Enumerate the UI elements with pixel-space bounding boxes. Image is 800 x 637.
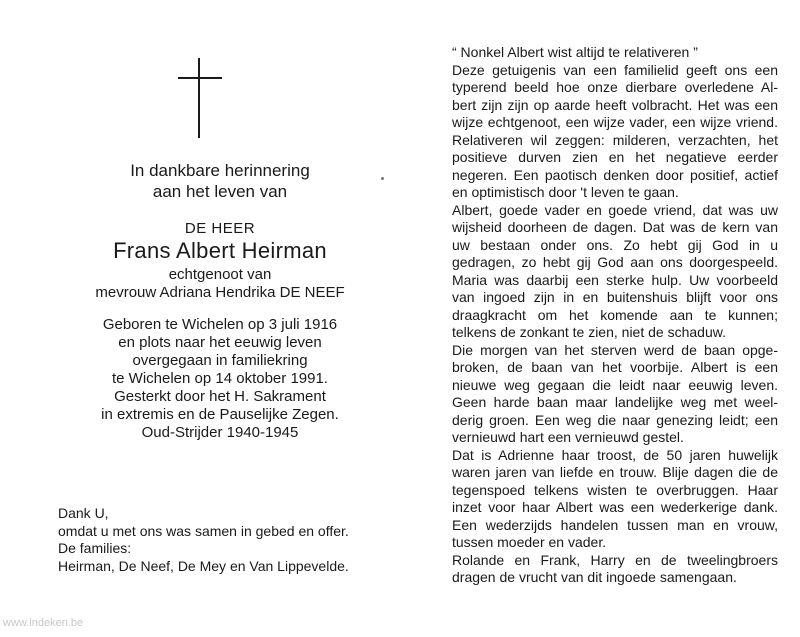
watermark: www.indeken.be <box>3 617 84 629</box>
text-line: wijze echtgenoot, een wijze vader, een wijze vriend. <box>452 114 778 130</box>
detail-line: Oud-Strijder 1940-1945 <box>141 424 299 441</box>
text-line: typerend beeld hoe onze dierbare overledene Al- <box>452 79 778 95</box>
text-line: nieuwe weg gegaan die leidt naar eeuwig leven. <box>452 376 778 393</box>
text-line: “ Nonkel Albert wist altijd te relativeren ” <box>452 44 698 60</box>
text-line: waren jaren van liefde en trouw. Blije dagen die de <box>452 464 778 480</box>
text-line: Relativeren wil zeggen: milderen, verzachten, het <box>452 131 778 148</box>
detail-line: en plots naar het eeuwig leven <box>118 334 322 351</box>
text-line: Geen harde baan maar landelijke weg met weel- <box>452 394 778 410</box>
honorific: DE HEER <box>184 220 256 237</box>
thanks-line: Heirman, De Neef, De Mey en Van Lippevelde. <box>58 557 349 574</box>
deceased-name: Frans Albert Heirman <box>113 238 327 263</box>
detail-line: Geboren te Wichelen op 3 juli 1916 <box>102 316 338 333</box>
text-line: broken, de baan van het voorbije. Albert is een <box>452 359 778 375</box>
thanks-line: Dank U, <box>58 505 109 521</box>
text-line: tussen moeder en vader. <box>452 534 607 550</box>
text-line: Die morgen van het sterven werd de baan opge- <box>452 341 778 358</box>
detail-line: overgegaan in familiekring <box>132 352 308 369</box>
dedication <box>60 160 380 202</box>
text-line: Een wederzijds handelen tussen man en vrouw, <box>452 516 778 533</box>
cross-icon <box>178 58 222 138</box>
detail-line: in extremis en de Pauselijke Zegen. <box>101 406 339 423</box>
text-line: telkens de zonkant te zien, niet de schaduw. <box>452 324 726 340</box>
text-line: gedragen, zo hebt gij God aan ons doorgespeeld. <box>452 254 778 270</box>
text-line: inzet voor haar Albert was een wederkerige dank. <box>452 499 778 515</box>
text-line: dragen de vrucht van dit ingoede samengaan. <box>452 569 737 585</box>
text-line: Maria was daarbij een sterke hulp. Uw voorbeeld <box>452 271 778 288</box>
print-speck <box>381 177 384 180</box>
text-line: Dat is Adrienne haar troost, de 50 jaren huwelijk <box>452 446 778 463</box>
text-line: en optimistisch door 't leven te gaan. <box>452 184 679 200</box>
thanks-section <box>58 505 378 575</box>
thanks-line: omdat u met ons was samen in gebed en offer. <box>58 522 349 539</box>
text-line: derig groen. Een weg die naar genezing leidt; een <box>452 411 778 428</box>
text-line: wijsheid doorheen de dagen. Dat was de kern van <box>452 219 778 235</box>
spouse-line: echtgenoot van <box>168 266 272 283</box>
detail-line: te Wichelen op 14 oktober 1991. <box>112 370 328 387</box>
detail-line: Gesterkt door het H. Sakrament <box>114 388 326 405</box>
text-line: van ingoed zijn in en buitenshuis blijft voor ons <box>452 289 778 305</box>
text-line: bert zijn zijn op aarde heeft volbracht. Het was een <box>452 96 778 113</box>
dedication-line: aan het leven van <box>152 182 288 201</box>
life-details <box>60 316 380 442</box>
text-line: negeren. Een paotisch denken door positief, actief <box>452 166 778 183</box>
memorial-text <box>452 44 778 587</box>
text-line: vernieuwd hart een vernieuwd gestel. <box>452 429 684 445</box>
text-line: Albert, goede vader en goede vriend, dat was uw <box>452 201 778 218</box>
spouse-info <box>60 266 380 302</box>
text-line: tegenspoed telkens wisten te overbruggen. Haar <box>452 481 778 498</box>
text-line: draagkracht om het komende aan te kunnen; <box>452 306 778 323</box>
thanks-line: De families: <box>58 540 132 556</box>
text-line: positieve durven zien en het negatieve eerder <box>452 149 778 165</box>
spouse-line: mevrouw Adriana Hendrika DE NEEF <box>95 284 345 301</box>
text-line: uw bestaan onder ons. Zo hebt gij God in u <box>452 236 778 253</box>
text-line: Rolande en Frank, Harry en de tweelingbroers <box>452 551 778 568</box>
text-line: Deze getuigenis van een familielid geeft ons een <box>452 61 778 78</box>
dedication-line: In dankbare herinnering <box>130 161 310 180</box>
